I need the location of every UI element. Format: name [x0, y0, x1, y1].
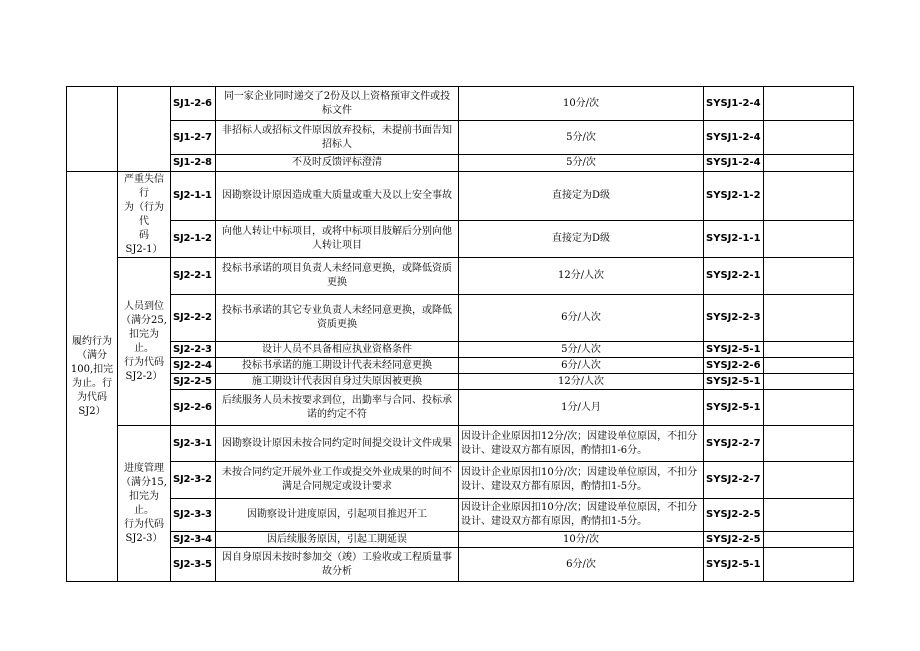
reference-code: SYSJ2-2-6	[704, 358, 764, 374]
behavior-description	[216, 374, 459, 390]
subcategory-cell	[118, 172, 171, 258]
description-line: 投标书承诺的施工期设计代表未经同意更换	[242, 359, 432, 371]
category-line: 履约行为	[72, 335, 112, 347]
reference-code: SYSJ2-5-1	[704, 390, 764, 426]
table-row	[67, 258, 854, 295]
table-row	[67, 342, 854, 358]
behavior-code: SJ1-2-7	[171, 121, 216, 155]
deduction-line: 因设计企业原因扣10分/次；因建设单位原因，不扣分	[461, 502, 698, 513]
category-cell	[67, 87, 118, 172]
table-row	[67, 532, 854, 548]
description-line: 标文件	[322, 104, 352, 116]
deduction-standard	[459, 87, 704, 121]
deduction-line: 6分/次	[566, 558, 596, 570]
description-line: 投标书承诺的项目负责人未经同意更换，或降低资质	[222, 263, 452, 274]
blank-cell	[763, 172, 853, 221]
deduction-line: 设计、建设双方都有原因，酌情扣1-6分。	[461, 444, 648, 456]
behavior-description	[216, 172, 459, 221]
description-line: 因自身原因未按时参加交（竣）工验收或工程质量事	[222, 551, 452, 563]
blank-cell	[763, 342, 853, 358]
deduction-line: 因设计企业原因扣10分/次；因建设单位原因，不扣分	[461, 467, 698, 478]
behavior-description	[216, 155, 459, 172]
description-line: 更换	[327, 277, 347, 288]
behavior-code: SJ2-2-5	[171, 374, 216, 390]
subcategory-cell	[118, 87, 171, 172]
reference-code: SYSJ1-2-4	[704, 155, 764, 172]
category-line: （满分	[77, 349, 107, 361]
deduction-standard	[459, 499, 704, 532]
table-row	[67, 499, 854, 532]
description-line: 招标人	[322, 138, 352, 150]
deduction-standard	[459, 342, 704, 358]
blank-cell	[763, 532, 853, 548]
blank-cell	[763, 295, 853, 342]
blank-cell	[763, 121, 853, 155]
reference-code: SYSJ2-2-5	[704, 532, 764, 548]
deduction-standard	[459, 532, 704, 548]
deduction-standard	[459, 462, 704, 499]
behavior-description	[216, 532, 459, 548]
subcategory-line: （满分15,	[121, 476, 167, 488]
reference-code: SYSJ2-2-7	[704, 462, 764, 499]
deduction-line: 1分/人月	[561, 401, 601, 413]
deduction-line: 直接定为D级	[551, 190, 611, 201]
table-row	[67, 390, 854, 426]
subcategory-cell	[118, 426, 171, 582]
table-row	[67, 358, 854, 374]
description-line: 因后续服务原因，引起工期延误	[267, 533, 407, 545]
table-row	[67, 172, 854, 221]
blank-cell	[763, 258, 853, 295]
description-line: 不及时反馈评标澄清	[292, 157, 382, 168]
deduction-standard	[459, 295, 704, 342]
behavior-description	[216, 342, 459, 358]
rating-table	[66, 86, 854, 582]
table-row	[67, 374, 854, 390]
table-row	[67, 462, 854, 499]
deduction-line: 6分/人次	[561, 359, 601, 371]
behavior-code: SJ2-3-2	[171, 462, 216, 499]
behavior-description	[216, 358, 459, 374]
behavior-code: SJ2-1-2	[171, 221, 216, 258]
behavior-code: SJ2-2-6	[171, 390, 216, 426]
behavior-code: SJ2-3-4	[171, 532, 216, 548]
behavior-code: SJ2-3-5	[171, 548, 216, 582]
reference-code: SYSJ1-2-4	[704, 121, 764, 155]
deduction-standard	[459, 426, 704, 462]
blank-cell	[763, 499, 853, 532]
blank-cell	[763, 87, 853, 121]
subcategory-line: 扣完为止。	[129, 490, 159, 516]
subcategory-line: SJ2-3）	[125, 532, 163, 544]
description-line: 施工期设计代表因自身过失原因被更换	[252, 375, 422, 387]
subcategory-line: 进度管理	[124, 462, 164, 474]
subcategory-cell	[118, 258, 171, 426]
subcategory-line: （满分25,	[121, 314, 167, 326]
reference-code: SYSJ2-5-1	[704, 342, 764, 358]
description-line: 诺的约定不符	[307, 408, 367, 420]
reference-code: SYSJ2-5-1	[704, 548, 764, 582]
behavior-code: SJ2-3-1	[171, 426, 216, 462]
description-line: 资质更换	[317, 319, 357, 330]
description-line: 未按合同约定开展外业工作或提交外业成果的时间不	[222, 467, 452, 478]
behavior-code: SJ1-2-6	[171, 87, 216, 121]
subcategory-line: 人员到位	[124, 300, 164, 312]
behavior-code: SJ2-2-2	[171, 295, 216, 342]
deduction-standard	[459, 155, 704, 172]
behavior-description	[216, 121, 459, 155]
reference-code: SYSJ2-2-1	[704, 258, 764, 295]
behavior-description	[216, 221, 459, 258]
deduction-standard	[459, 221, 704, 258]
subcategory-line: 行为代码	[124, 518, 164, 530]
rating-table-body	[67, 87, 854, 582]
deduction-line: 设计、建设双方都有原因，酌情扣1-5分。	[461, 481, 648, 492]
behavior-description	[216, 390, 459, 426]
deduction-standard	[459, 258, 704, 295]
category-line: 为止。行	[72, 377, 112, 389]
subcategory-line: 码	[139, 229, 149, 241]
blank-cell	[763, 358, 853, 374]
description-line: 投标书承诺的其它专业负责人未经同意更换，或降低	[222, 305, 452, 316]
table-row	[67, 155, 854, 172]
behavior-description	[216, 258, 459, 295]
deduction-line: 直接定为D级	[551, 233, 611, 244]
table-row	[67, 426, 854, 462]
reference-code: SYSJ2-1-1	[704, 221, 764, 258]
deduction-standard	[459, 374, 704, 390]
category-line: SJ2）	[78, 405, 106, 417]
category-line: 为代码	[77, 391, 107, 403]
behavior-code: SJ2-2-3	[171, 342, 216, 358]
reference-code: SYSJ2-2-3	[704, 295, 764, 342]
deduction-standard	[459, 121, 704, 155]
blank-cell	[763, 462, 853, 499]
deduction-standard	[459, 390, 704, 426]
blank-cell	[763, 155, 853, 172]
deduction-line: 6分/人次	[561, 312, 601, 323]
reference-code: SYSJ2-2-7	[704, 426, 764, 462]
description-line: 满足合同规定或设计要求	[282, 481, 392, 492]
description-line: 同一家企业同时递交了2份及以上资格预审文件或投	[223, 90, 451, 102]
behavior-code: SJ2-1-1	[171, 172, 216, 221]
deduction-line: 5分/人次	[561, 343, 601, 355]
deduction-line: 12分/人次	[557, 375, 605, 387]
subcategory-line: SJ2-1）	[125, 243, 163, 255]
subcategory-line: 扣完为止。	[129, 328, 159, 354]
subcategory-line: SJ2-2）	[125, 370, 163, 382]
reference-code: SYSJ2-5-1	[704, 374, 764, 390]
reference-code: SYSJ1-2-4	[704, 87, 764, 121]
reference-code: SYSJ2-2-5	[704, 499, 764, 532]
behavior-description	[216, 499, 459, 532]
description-line: 设计人员不具备相应执业资格条件	[262, 343, 412, 355]
category-cell	[67, 172, 118, 582]
deduction-line: 10分/次	[562, 533, 600, 545]
description-line: 因勘察设计原因未按合同约定时间提交设计文件成果	[222, 437, 452, 449]
behavior-code: SJ2-2-1	[171, 258, 216, 295]
deduction-line: 设计、建设双方都有原因，酌情扣1-5分。	[461, 516, 648, 527]
category-line: 100,扣完	[70, 363, 114, 375]
deduction-standard	[459, 548, 704, 582]
behavior-code: SJ2-3-3	[171, 499, 216, 532]
deduction-line: 10分/次	[562, 97, 600, 109]
deduction-standard	[459, 172, 704, 221]
subcategory-line: 为（行为代	[124, 201, 164, 227]
behavior-code: SJ1-2-8	[171, 155, 216, 172]
deduction-line: 因设计企业原因扣12分/次；因建设单位原因，不扣分	[461, 430, 698, 442]
description-line: 因勘察设计进度原因，引起项目推迟开工	[247, 509, 427, 520]
table-row	[67, 221, 854, 258]
behavior-code: SJ2-2-4	[171, 358, 216, 374]
description-line: 向他人转让中标项目，或将中标项目肢解后分别向他	[222, 226, 452, 237]
table-row	[67, 548, 854, 582]
blank-cell	[763, 390, 853, 426]
deduction-standard	[459, 358, 704, 374]
reference-code: SYSJ2-1-2	[704, 172, 764, 221]
description-line: 故分析	[322, 565, 352, 577]
blank-cell	[763, 426, 853, 462]
behavior-description	[216, 462, 459, 499]
description-line: 因勘察设计原因造成重大质量或重大及以上安全事故	[222, 190, 452, 201]
behavior-description	[216, 87, 459, 121]
table-row	[67, 295, 854, 342]
subcategory-line: 行为代码	[124, 356, 164, 368]
description-line: 人转让项目	[312, 240, 362, 251]
blank-cell	[763, 221, 853, 258]
table-row	[67, 121, 854, 155]
behavior-description	[216, 426, 459, 462]
blank-cell	[763, 374, 853, 390]
description-line: 后续服务人员未按要求到位，出勤率与合同、投标承	[222, 394, 452, 406]
deduction-line: 5分/次	[566, 131, 596, 143]
description-line: 非招标人或招标文件原因放弃投标，未提前书面告知	[222, 124, 452, 136]
deduction-line: 5分/次	[566, 157, 596, 168]
subcategory-line: 严重失信行	[124, 173, 164, 199]
behavior-description	[216, 548, 459, 582]
behavior-description	[216, 295, 459, 342]
table-row	[67, 87, 854, 121]
blank-cell	[763, 548, 853, 582]
deduction-line: 12分/人次	[557, 270, 605, 281]
